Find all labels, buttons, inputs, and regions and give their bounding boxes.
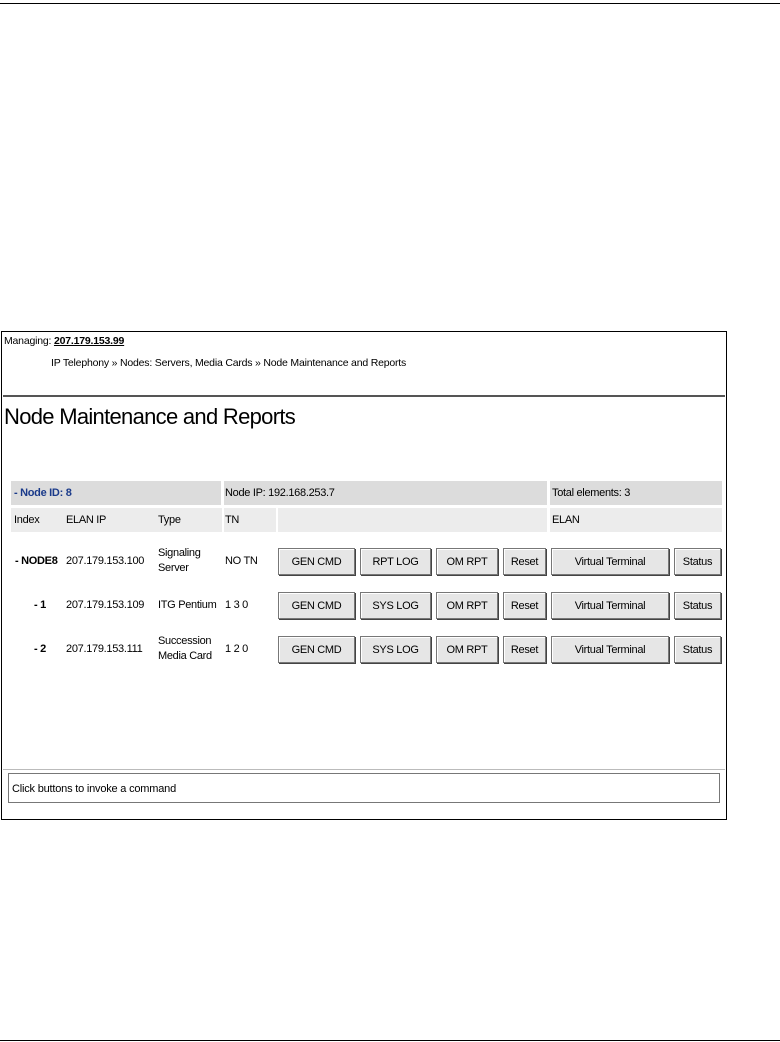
om-rpt-button[interactable]: OM RPT [436, 636, 498, 663]
row-node8-type: Signaling Server [158, 547, 201, 574]
col-header-elan: ELAN [552, 514, 580, 526]
col-header-type: Type [158, 514, 181, 526]
virtual-terminal-button[interactable]: Virtual Terminal [551, 548, 669, 575]
node-ip: Node IP: 192.168.253.7 [225, 487, 335, 499]
managing-line [4, 335, 124, 347]
row-2-index[interactable]: - 2 [34, 643, 46, 655]
node-table-row-2 [11, 481, 722, 681]
sys-log-button[interactable]: SYS LOG [360, 636, 431, 663]
page-title: Node Maintenance and Reports [4, 404, 296, 429]
sys-log-button[interactable]: SYS LOG [360, 592, 431, 619]
reset-button[interactable]: Reset [503, 592, 546, 619]
managing-ip-link[interactable]: 207.179.153.99 [53, 335, 125, 347]
gen-cmd-button[interactable]: GEN CMD [278, 548, 355, 575]
page-top-rule [0, 3, 780, 4]
gen-cmd-button[interactable]: GEN CMD [278, 636, 355, 663]
status-bar [8, 773, 720, 803]
gen-cmd-button[interactable]: GEN CMD [278, 592, 355, 619]
managing-label: Managing: [4, 335, 52, 347]
virtual-terminal-button[interactable]: Virtual Terminal [551, 636, 669, 663]
row-2-elan-ip: 207.179.153.111 [66, 643, 143, 655]
node-id-toggle[interactable]: - Node ID: 8 [14, 487, 72, 499]
status-divider [3, 769, 725, 770]
row-node8-elan-ip: 207.179.153.100 [66, 555, 145, 567]
row-2-tn: 1 2 0 [225, 643, 248, 655]
rpt-log-button[interactable]: RPT LOG [360, 548, 431, 575]
row-2-type: Succession Media Card [158, 635, 212, 662]
row-1-index[interactable]: - 1 [34, 599, 46, 611]
row-1-type: ITG Pentium [158, 599, 217, 611]
row-node8-index[interactable]: - NODE8 [15, 555, 58, 567]
header-divider [3, 395, 725, 397]
col-header-elan-ip: ELAN IP [66, 514, 107, 526]
col-header-tn: TN [225, 514, 240, 526]
page-bottom-rule [0, 1040, 780, 1041]
row-1-tn: 1 3 0 [225, 599, 248, 611]
om-rpt-button[interactable]: OM RPT [436, 548, 498, 575]
status-message: Click buttons to invoke a command [12, 783, 176, 795]
reset-button[interactable]: Reset [503, 548, 546, 575]
col-header-index: Index [14, 514, 40, 526]
status-button[interactable]: Status [674, 592, 721, 619]
status-button[interactable]: Status [674, 636, 721, 663]
total-elements: Total elements: 3 [552, 487, 631, 499]
row-1-elan-ip: 207.179.153.109 [66, 599, 145, 611]
om-rpt-button[interactable]: OM RPT [436, 592, 498, 619]
reset-button[interactable]: Reset [503, 636, 546, 663]
virtual-terminal-button[interactable]: Virtual Terminal [551, 592, 669, 619]
breadcrumb: IP Telephony » Nodes: Servers, Media Cards » Node Maintenance and Reports [51, 357, 407, 369]
row-node8-tn: NO TN [225, 555, 258, 567]
node-maintenance-window [1, 331, 727, 820]
status-button[interactable]: Status [674, 548, 721, 575]
